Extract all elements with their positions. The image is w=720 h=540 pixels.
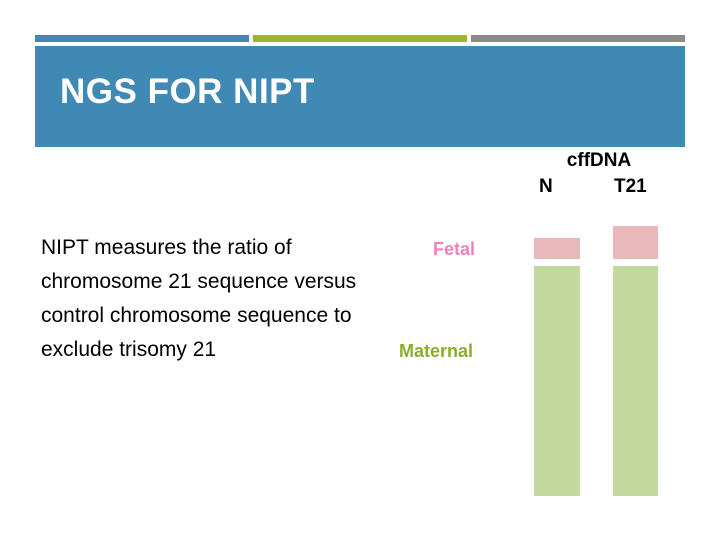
fetal-bar-n bbox=[534, 238, 580, 259]
column-header bbox=[524, 148, 674, 200]
cffdna-label: cffDNA bbox=[566, 150, 632, 171]
body-text: NIPT measures the ratio of chromosome 21 sequence versus control chromosome sequence to exclude trisomy 21 bbox=[41, 236, 357, 361]
title-banner bbox=[35, 46, 685, 147]
fetal-label: Fetal bbox=[433, 239, 476, 259]
maternal-bar-n bbox=[534, 266, 580, 496]
slide-title: NGS FOR NIPT bbox=[60, 72, 315, 111]
accent-bar-blue bbox=[35, 35, 249, 42]
maternal-label: Maternal bbox=[399, 341, 474, 361]
fetal-bar-t21 bbox=[613, 226, 658, 259]
accent-bar-green bbox=[253, 35, 467, 42]
column-label-n: N bbox=[539, 176, 553, 197]
maternal-bar-t21 bbox=[613, 266, 658, 496]
column-label-t21: T21 bbox=[614, 176, 647, 197]
accent-bar-gray bbox=[471, 35, 685, 42]
